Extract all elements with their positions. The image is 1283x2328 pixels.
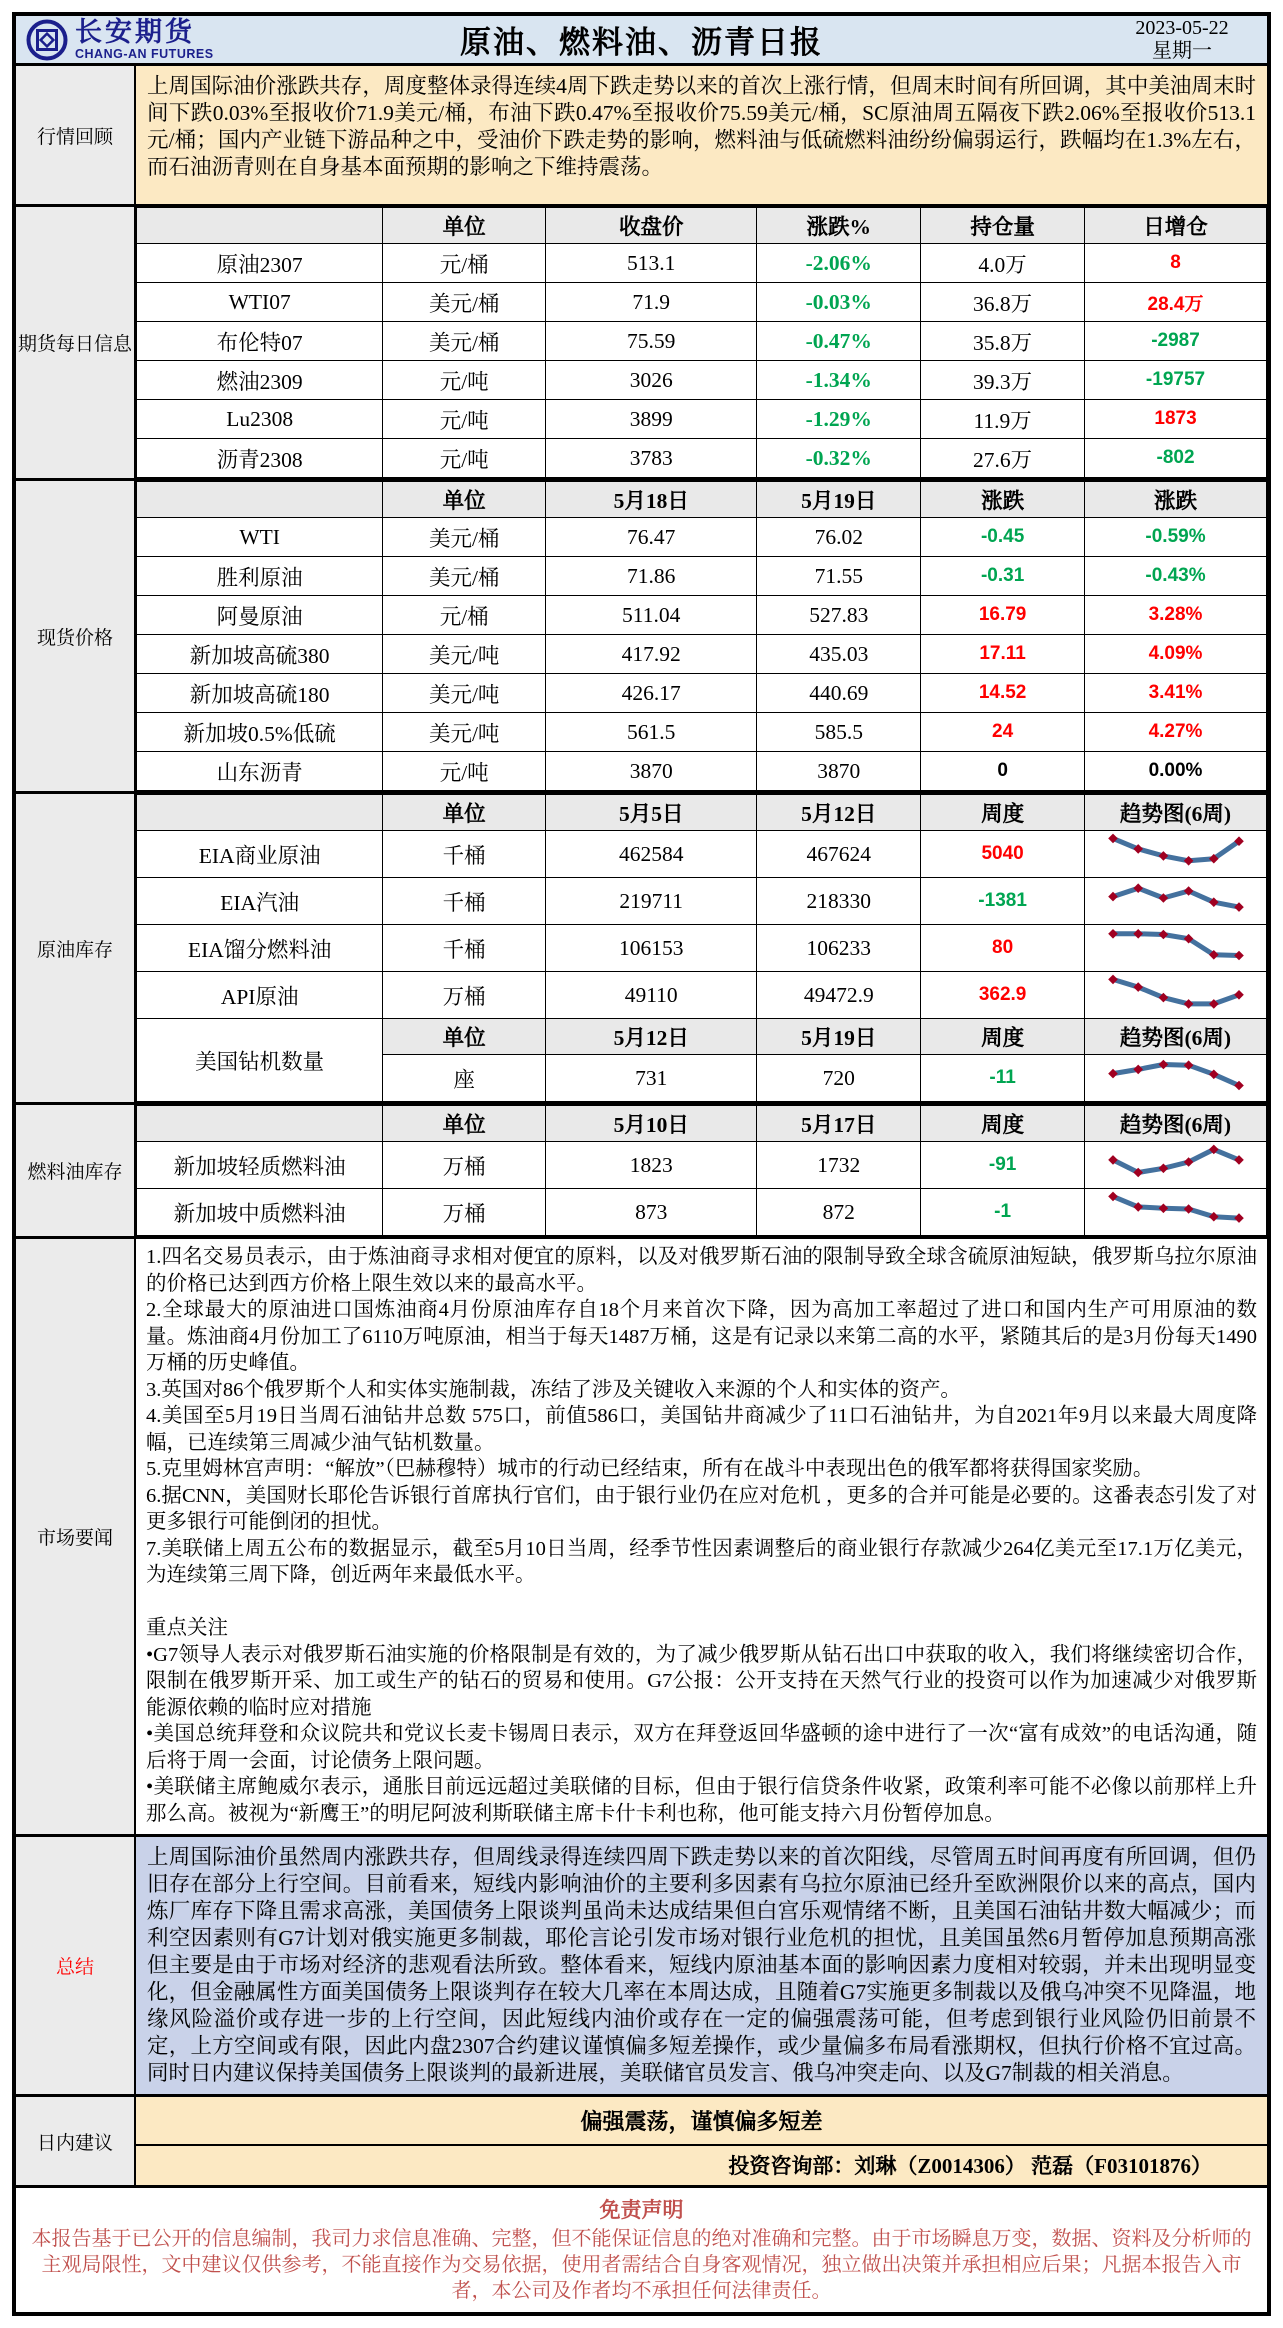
disclaimer-title: 免责声明 bbox=[599, 2198, 684, 2222]
contract-name: 布伦特07 bbox=[137, 322, 383, 361]
news-paragraph: •G7领导人表示对俄罗斯石油实施的价格限制是有效的，为了减少俄罗斯从钻石出口中获取的收入，我们将继续密切合作，限制在俄罗斯开采、加工或生产的钻石的贸易和使用。G7公报：公开支持在天然气行业的投资可以作为加速减少对俄罗斯能源依赖的临时应对措施 bbox=[146, 1643, 1257, 1719]
unit: 元/吨 bbox=[383, 361, 546, 400]
contract-name: 原油2307 bbox=[137, 244, 383, 283]
spot-row bbox=[137, 557, 1267, 596]
news-paragraph: •美联储主席鲍威尔表示，通胀目前远远超过美联储的目标，但由于银行信贷条件收紧，政策利率可能不必像以前那样上升那么高。被视为“新鹰王”的明尼阿波利斯联储主席卡什卡利也称，他可能支持六月份暂停加息。 bbox=[146, 1776, 1257, 1825]
column-header: 5月18日 bbox=[546, 482, 757, 518]
price-day2: 3870 bbox=[757, 752, 921, 791]
rig-header-row bbox=[137, 1019, 1267, 1055]
change-abs: -0.45 bbox=[921, 518, 1085, 557]
unit: 千桶 bbox=[383, 831, 546, 878]
crude-inventory-table bbox=[136, 794, 1267, 1102]
weekly-change: 362.9 bbox=[921, 972, 1085, 1019]
price-day2: 585.5 bbox=[757, 713, 921, 752]
company-name-en: CHANG-AN FUTURES bbox=[75, 46, 214, 61]
section-label-crude-inventory: 原油库存 bbox=[16, 794, 136, 1102]
futures-row bbox=[137, 361, 1267, 400]
spot-header-row bbox=[137, 482, 1267, 518]
fuel-inventory-row bbox=[137, 1189, 1267, 1236]
contract-name: 燃油2309 bbox=[137, 361, 383, 400]
open-interest: 4.0万 bbox=[921, 244, 1085, 283]
futures-table bbox=[136, 207, 1267, 478]
trend-sparkline bbox=[1101, 879, 1251, 917]
section-label-spot: 现货价格 bbox=[16, 481, 136, 791]
change-pct: -0.59% bbox=[1085, 518, 1267, 557]
inventory-name: 新加坡中质燃料油 bbox=[137, 1189, 383, 1236]
column-header: 5月12日 bbox=[757, 795, 921, 831]
close-price: 3899 bbox=[546, 400, 757, 439]
close-price: 71.9 bbox=[546, 283, 757, 322]
column-header: 5月12日 bbox=[546, 1019, 757, 1055]
column-header: 5月17日 bbox=[757, 1106, 921, 1142]
unit: 万桶 bbox=[383, 1189, 546, 1236]
spot-row bbox=[137, 518, 1267, 557]
oi-daily-change: -19757 bbox=[1085, 361, 1267, 400]
column-header: 持仓量 bbox=[921, 208, 1085, 244]
crude-inventory-row bbox=[137, 878, 1267, 925]
news-paragraph: 3.英国对86个俄罗斯个人和实体实施制裁，冻结了涉及关键收入来源的个人和实体的资产。 bbox=[146, 1378, 961, 1401]
value-week2: 106233 bbox=[757, 925, 921, 972]
unit: 万桶 bbox=[383, 972, 546, 1019]
trend-cell bbox=[1085, 925, 1267, 972]
company-name-cn: 长安期货 bbox=[75, 16, 195, 47]
inventory-name: EIA馏分燃料油 bbox=[137, 925, 383, 972]
spot-table bbox=[136, 481, 1267, 791]
weekly-change: 5040 bbox=[921, 831, 1085, 878]
value-week1: 106153 bbox=[546, 925, 757, 972]
trend-cell bbox=[1085, 878, 1267, 925]
report-date-block bbox=[1107, 17, 1257, 63]
crude-inventory-row bbox=[137, 972, 1267, 1019]
change-abs: 24 bbox=[921, 713, 1085, 752]
value-week2: 720 bbox=[757, 1055, 921, 1102]
section-fuel-inventory bbox=[16, 1105, 1267, 1239]
column-header bbox=[137, 208, 383, 244]
section-label-fuel-inventory: 燃料油库存 bbox=[16, 1105, 136, 1236]
contract-name: 沥青2308 bbox=[137, 439, 383, 478]
advice-text: 偏强震荡，谨慎偏多短差 bbox=[136, 2097, 1267, 2146]
trend-sparkline bbox=[1101, 1190, 1251, 1228]
disclaimer-block bbox=[16, 2188, 1267, 2312]
news-paragraph: 4.美国至5月19日当周石油钻井总数 575口，前值586口，美国钻井商减少了11口石油钻井，为自2021年9月以来最大周度降幅，已连续第三周减少油气钻机数量。 bbox=[146, 1405, 1257, 1454]
unit: 元/桶 bbox=[383, 244, 546, 283]
trend-cell bbox=[1085, 1055, 1267, 1102]
changan-coin-logo-icon bbox=[26, 19, 68, 61]
change-pct: -0.47% bbox=[757, 322, 921, 361]
change-pct: -0.03% bbox=[757, 283, 921, 322]
spot-row bbox=[137, 674, 1267, 713]
unit: 美元/桶 bbox=[383, 283, 546, 322]
column-header bbox=[137, 1106, 383, 1142]
column-header: 单位 bbox=[383, 1019, 546, 1055]
report-title: 原油、燃料油、沥青日报 bbox=[460, 25, 823, 60]
value-week1: 219711 bbox=[546, 878, 757, 925]
futures-row bbox=[137, 439, 1267, 478]
section-label-news: 市场要闻 bbox=[16, 1239, 136, 1834]
price-day1: 3870 bbox=[546, 752, 757, 791]
advice-department: 投资咨询部：刘琳（Z0014306） 范磊（F03101876） bbox=[136, 2146, 1267, 2185]
price-day1: 426.17 bbox=[546, 674, 757, 713]
trend-cell bbox=[1085, 1142, 1267, 1189]
section-label-summary: 总结 bbox=[16, 1837, 136, 2094]
daily-report bbox=[12, 12, 1271, 2316]
open-interest: 36.8万 bbox=[921, 283, 1085, 322]
unit: 元/吨 bbox=[383, 752, 546, 791]
oi-daily-change: 8 bbox=[1085, 244, 1267, 283]
inventory-name: API原油 bbox=[137, 972, 383, 1019]
column-header: 涨跌 bbox=[921, 482, 1085, 518]
column-header: 趋势图(6周) bbox=[1085, 795, 1267, 831]
futures-row bbox=[137, 244, 1267, 283]
weekly-change: -11 bbox=[921, 1055, 1085, 1102]
unit: 座 bbox=[383, 1055, 546, 1102]
weekly-change: -1381 bbox=[921, 878, 1085, 925]
price-day1: 511.04 bbox=[546, 596, 757, 635]
unit: 元/吨 bbox=[383, 400, 546, 439]
section-futures bbox=[16, 207, 1267, 481]
news-paragraph: 6.据CNN，美国财长耶伦告诉银行首席执行官们，由于银行业仍在应对危机 ，更多的合并可能是必要的。这番表态引发了对更多银行可能倒闭的担忧。 bbox=[146, 1484, 1257, 1533]
open-interest: 35.8万 bbox=[921, 322, 1085, 361]
section-crude-inventory bbox=[16, 794, 1267, 1105]
fuel-inventory-table bbox=[136, 1105, 1267, 1236]
oi-daily-change: 1873 bbox=[1085, 400, 1267, 439]
column-header: 单位 bbox=[383, 482, 546, 518]
fuel-header-row bbox=[137, 1106, 1267, 1142]
column-header: 涨跌 bbox=[1085, 482, 1267, 518]
column-header: 5月5日 bbox=[546, 795, 757, 831]
news-paragraph: •美国总统拜登和众议院共和党议长麦卡锡周日表示，双方在拜登返回华盛顿的途中进行了一次“富有成效”的电话沟通，随后将于周一会面，讨论债务上限问题。 bbox=[146, 1723, 1257, 1772]
news-paragraph: 1.四名交易员表示，由于炼油商寻求相对便宜的原料，以及对俄罗斯石油的限制导致全球含硫原油短缺，俄罗斯乌拉尔原油的价格已达到西方价格上限生效以来的最高水平。 bbox=[146, 1246, 1257, 1295]
value-week2: 467624 bbox=[757, 831, 921, 878]
price-day2: 440.69 bbox=[757, 674, 921, 713]
change-pct: -1.34% bbox=[757, 361, 921, 400]
spot-name: 山东沥青 bbox=[137, 752, 383, 791]
close-price: 75.59 bbox=[546, 322, 757, 361]
inventory-name: EIA商业原油 bbox=[137, 831, 383, 878]
spot-name: 新加坡高硫180 bbox=[137, 674, 383, 713]
spot-name: 阿曼原油 bbox=[137, 596, 383, 635]
column-header: 5月19日 bbox=[757, 1019, 921, 1055]
oi-daily-change: -2987 bbox=[1085, 322, 1267, 361]
change-pct: -2.06% bbox=[757, 244, 921, 283]
futures-header-row bbox=[137, 208, 1267, 244]
close-price: 3783 bbox=[546, 439, 757, 478]
unit: 万桶 bbox=[383, 1142, 546, 1189]
news-content bbox=[136, 1239, 1267, 1834]
value-week1: 731 bbox=[546, 1055, 757, 1102]
close-price: 3026 bbox=[546, 361, 757, 400]
futures-row bbox=[137, 283, 1267, 322]
trend-sparkline bbox=[1101, 926, 1251, 964]
change-abs: 0 bbox=[921, 752, 1085, 791]
open-interest: 27.6万 bbox=[921, 439, 1085, 478]
price-day1: 76.47 bbox=[546, 518, 757, 557]
value-week2: 872 bbox=[757, 1189, 921, 1236]
futures-row bbox=[137, 322, 1267, 361]
price-day2: 71.55 bbox=[757, 557, 921, 596]
spot-name: 新加坡0.5%低硫 bbox=[137, 713, 383, 752]
spot-row bbox=[137, 752, 1267, 791]
unit: 美元/桶 bbox=[383, 322, 546, 361]
spot-name: 胜利原油 bbox=[137, 557, 383, 596]
change-pct: 0.00% bbox=[1085, 752, 1267, 791]
value-week1: 873 bbox=[546, 1189, 757, 1236]
price-day2: 435.03 bbox=[757, 635, 921, 674]
change-pct: -0.32% bbox=[757, 439, 921, 478]
news-paragraph: 7.美联储上周五公布的数据显示，截至5月10日当周，经季节性因素调整后的商业银行存款减少264亿美元至17.1万亿美元，为连续第三周下降，创近两年来最低水平。 bbox=[146, 1537, 1257, 1586]
oi-daily-change: -802 bbox=[1085, 439, 1267, 478]
fuel-inventory-row bbox=[137, 1142, 1267, 1189]
summary-text: 上周国际油价虽然周内涨跌共存，但周线录得连续四周下跌走势以来的首次阳线，尽管周五时间再度有所回调，但仍旧存在部分上行空间。目前看来，短线内影响油价的主要利多因素有乌拉尔原油已经升至欧洲限价以来的高点，国内炼厂库存下降且需求高涨，美国债务上限谈判虽尚未达成结果但白宫乐观情绪不断，且美国石油钻井数大幅减少；而利空因素则有G7计划对俄实施更多制裁，耶伦言论引发市场对银行业危机的担忧，且美国虽然6月暂停加息预期高涨但主要是由于市场对经济的悲观看法所致。整体看来，短线内原油基本面的影响因素力度相对较弱，并未出现明显变化，但金融属性方面美国债务上限谈判存在较大几率在本周达成，且随着G7实施更多制裁以及俄乌冲突不见降温，地缘风险溢价或存进一步的上行空间，因此短线内油价或存在一定的偏强震荡可能，但考虑到银行业风险仍旧前景不定，上方空间或有限，因此内盘2307合约建议谨慎偏多短差操作，或少量偏多布局看涨期权，但执行价格不宜过高。同时日内建议保持美国债务上限谈判的最新进展，美联储官员发言、俄乌冲突走向、以及G7制裁的相关消息。 bbox=[136, 1837, 1267, 2094]
contract-name: Lu2308 bbox=[137, 400, 383, 439]
column-header bbox=[137, 795, 383, 831]
column-header: 日增仓 bbox=[1085, 208, 1267, 244]
section-label-review: 行情回顾 bbox=[16, 66, 136, 204]
value-week2: 1732 bbox=[757, 1142, 921, 1189]
change-abs: -0.31 bbox=[921, 557, 1085, 596]
news-paragraph: 2.全球最大的原油进口国炼油商4月份原油库存自18个月来首次下降，因为高加工率超过了进口和国内生产可用原油的数量。炼油商4月份加工了6110万吨原油，相当于每天1487万桶，这是有记录以来第二高的水平，紧随其后的是3月份每天1490万桶的历史峰值。 bbox=[146, 1299, 1257, 1374]
news-paragraph bbox=[146, 1589, 1257, 1616]
unit: 美元/吨 bbox=[383, 713, 546, 752]
company-logo bbox=[26, 16, 214, 61]
section-review bbox=[16, 66, 1267, 207]
section-summary bbox=[16, 1837, 1267, 2097]
price-day1: 561.5 bbox=[546, 713, 757, 752]
unit: 元/吨 bbox=[383, 439, 546, 478]
news-focus-heading: 重点关注 bbox=[146, 1617, 228, 1639]
spot-row bbox=[137, 635, 1267, 674]
company-name bbox=[75, 16, 214, 61]
disclaimer-text: 本报告基于已公开的信息编制，我司力求信息准确、完整，但不能保证信息的绝对准确和完整。由于市场瞬息万变，数据、资料及分析师的主观局限性，文中建议仅供参考，不能直接作为交易依据，使用者需结合自身客观情况，独立做出决策并承担相应后果；凡据本报告入市者，本公司及作者均不承担任何法律责任。 bbox=[31, 2228, 1252, 2302]
section-label-advice: 日内建议 bbox=[16, 2097, 136, 2185]
change-abs: 16.79 bbox=[921, 596, 1085, 635]
change-pct: -0.43% bbox=[1085, 557, 1267, 596]
weekly-change: 80 bbox=[921, 925, 1085, 972]
column-header: 单位 bbox=[383, 208, 546, 244]
trend-cell bbox=[1085, 1189, 1267, 1236]
crude-header-row bbox=[137, 795, 1267, 831]
crude-inventory-row bbox=[137, 831, 1267, 878]
change-abs: 14.52 bbox=[921, 674, 1085, 713]
oi-daily-change: 28.4万 bbox=[1085, 283, 1267, 322]
inventory-name: 新加坡轻质燃料油 bbox=[137, 1142, 383, 1189]
report-date: 2023-05-22 bbox=[1135, 16, 1229, 39]
change-pct: 4.27% bbox=[1085, 713, 1267, 752]
change-pct: 3.28% bbox=[1085, 596, 1267, 635]
review-text: 上周国际油价涨跌共存，周度整体录得连续4周下跌走势以来的首次上涨行情，但周末时间有所回调，其中美油周末时间下跌0.03%至报收价71.9美元/桶，布油下跌0.47%至报收价75.59美元/桶，SC原油周五隔夜下跌2.06%至报收价513.1元/桶；国内产业链下游品种之中，受油价下跌走势的影响，燃料油与低硫燃料油纷纷偏弱运行，跌幅均在1.3%左右，而石油沥青则在自身基本面预期的影响之下维持震荡。 bbox=[136, 66, 1267, 204]
price-day1: 71.86 bbox=[546, 557, 757, 596]
unit: 千桶 bbox=[383, 925, 546, 972]
open-interest: 39.3万 bbox=[921, 361, 1085, 400]
unit: 千桶 bbox=[383, 878, 546, 925]
change-pct: -1.29% bbox=[757, 400, 921, 439]
unit: 美元/吨 bbox=[383, 635, 546, 674]
column-header: 单位 bbox=[383, 795, 546, 831]
column-header: 趋势图(6周) bbox=[1085, 1106, 1267, 1142]
futures-row bbox=[137, 400, 1267, 439]
unit: 美元/桶 bbox=[383, 518, 546, 557]
column-header: 收盘价 bbox=[546, 208, 757, 244]
contract-name: WTI07 bbox=[137, 283, 383, 322]
crude-inventory-row bbox=[137, 925, 1267, 972]
trend-sparkline bbox=[1101, 1056, 1251, 1094]
value-week1: 462584 bbox=[546, 831, 757, 878]
spot-row bbox=[137, 713, 1267, 752]
inventory-name: EIA汽油 bbox=[137, 878, 383, 925]
spot-name: WTI bbox=[137, 518, 383, 557]
report-weekday: 星期一 bbox=[1152, 39, 1212, 62]
price-day2: 76.02 bbox=[757, 518, 921, 557]
value-week1: 49110 bbox=[546, 972, 757, 1019]
trend-sparkline bbox=[1101, 1143, 1251, 1181]
unit: 美元/桶 bbox=[383, 557, 546, 596]
spot-name: 新加坡高硫380 bbox=[137, 635, 383, 674]
column-header: 周度 bbox=[921, 1019, 1085, 1055]
section-label-futures: 期货每日信息 bbox=[16, 207, 136, 478]
spot-row bbox=[137, 596, 1267, 635]
unit: 元/桶 bbox=[383, 596, 546, 635]
column-header: 5月10日 bbox=[546, 1106, 757, 1142]
column-header: 单位 bbox=[383, 1106, 546, 1142]
trend-sparkline bbox=[1101, 973, 1251, 1011]
column-header: 5月19日 bbox=[757, 482, 921, 518]
weekly-change: -1 bbox=[921, 1189, 1085, 1236]
rig-count-label: 美国钻机数量 bbox=[137, 1019, 383, 1102]
change-pct: 4.09% bbox=[1085, 635, 1267, 674]
section-disclaimer bbox=[16, 2188, 1267, 2312]
trend-cell bbox=[1085, 831, 1267, 878]
price-day1: 417.92 bbox=[546, 635, 757, 674]
close-price: 513.1 bbox=[546, 244, 757, 283]
trend-sparkline bbox=[1101, 832, 1251, 870]
trend-cell bbox=[1085, 972, 1267, 1019]
column-header: 周度 bbox=[921, 795, 1085, 831]
value-week2: 49472.9 bbox=[757, 972, 921, 1019]
section-spot bbox=[16, 481, 1267, 794]
column-header bbox=[137, 482, 383, 518]
value-week1: 1823 bbox=[546, 1142, 757, 1189]
section-advice bbox=[16, 2097, 1267, 2188]
column-header: 周度 bbox=[921, 1106, 1085, 1142]
column-header: 涨跌% bbox=[757, 208, 921, 244]
news-paragraph: 5.克里姆林宫声明：“解放”（巴赫穆特）城市的行动已经结束，所有在战斗中表现出色的俄军都将获得国家奖励。 bbox=[146, 1458, 1154, 1480]
change-abs: 17.11 bbox=[921, 635, 1085, 674]
open-interest: 11.9万 bbox=[921, 400, 1085, 439]
value-week2: 218330 bbox=[757, 878, 921, 925]
report-header bbox=[16, 16, 1267, 66]
unit: 美元/吨 bbox=[383, 674, 546, 713]
weekly-change: -91 bbox=[921, 1142, 1085, 1189]
column-header: 趋势图(6周) bbox=[1085, 1019, 1267, 1055]
price-day2: 527.83 bbox=[757, 596, 921, 635]
change-pct: 3.41% bbox=[1085, 674, 1267, 713]
section-news bbox=[16, 1239, 1267, 1837]
